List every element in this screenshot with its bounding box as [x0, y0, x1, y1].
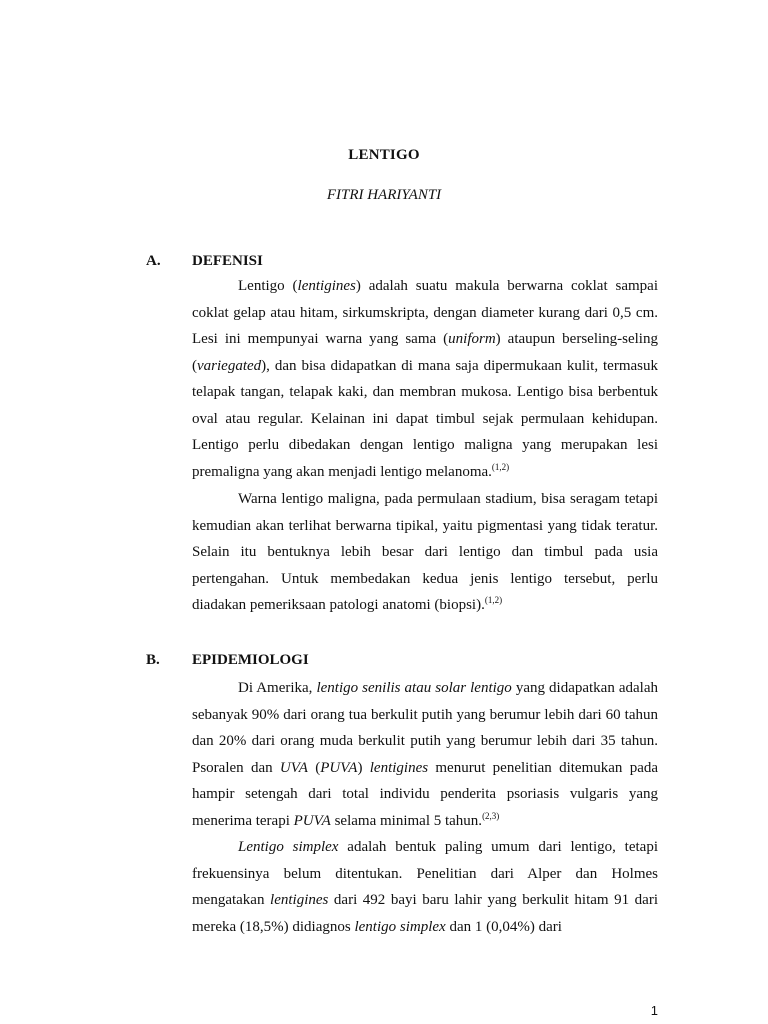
section-letter: B. [146, 652, 160, 668]
section-letter: A. [146, 253, 161, 269]
section-heading-epidemiologi [146, 652, 309, 669]
page-number: 1 [650, 1003, 658, 1018]
section-title: EPIDEMIOLOGI [192, 652, 309, 668]
citation-ref: (1,2) [491, 461, 510, 472]
citation-ref: (1,2) [484, 595, 503, 605]
section-heading-defenisi [146, 253, 263, 270]
citation-ref: (2,3) [482, 810, 500, 821]
paragraph-defenisi-1: Lentigo (lentigines) adalah suatu makula berwarna coklat sampai coklat gelap atau hitam, sirkumskripta, dengan diameter kurang dari 0,5 cm. Lesi ini mempunyai warna yang sama (uniform) ataupun berseling-seling (variegated), dan bisa didapatkan di mana saja dipermukaan kulit, termasuk telapak tangan, telapak kaki, dan membran mukosa. Lentigo bisa berbentuk oval atau regular. Kelainan ini dapat timbul sejak permulaan kehidupan. Lentigo perlu dibedakan dengan lentigo maligna yang merupakan lesi premaligna yang akan menjadi lentigo melanoma.$^{(1,2)}$ [192, 278, 658, 480]
section-title: DEFENISI [192, 253, 263, 269]
paragraph-epidemiologi-1: Di Amerika, lentigo senilis atau solar lentigo yang didapatkan adalah sebanyak 90% dari orang tua berkulit putih yang berumur lebih dari 60 tahun dan 20% dari orang muda berkulit putih yang berumur lebih dari 35 tahun. Psoralen dan UVA (PUVA) lentigines menurut penelitian ditemukan pada hampir setengah dari total individu penderita psoriasis vulgaris yang menerima terapi PUVA selama minimal 5 tahun.$^{(2,3)}$ [192, 680, 659, 829]
paragraph-defenisi-2: Warna lentigo maligna, pada permulaan stadium, bisa seragam tetapi kemudian akan terlihat berwarna tipikal, yaitu pigmentasi yang tidak teratur. Selain itu bentuknya lebih besar dari lentigo dan timbul pada usia pertengahan. Untuk membedakan kedua jenis lentigo tersebut, perlu diadakan pemeriksaan patologi anatomi (biopsi).$^{(1,2)}$ [192, 491, 658, 613]
document-title: LENTIGO [348, 147, 420, 163]
document-author: FITRI HARIYANTI [326, 187, 442, 203]
paragraph-epidemiologi-2: Lentigo simplex adalah bentuk paling umum dari lentigo, tetapi frekuensinya belum ditentukan. Penelitian dari Alper dan Holmes mengatakan lentigines dari 492 bayi baru lahir yang berkulit hitam 91 dari mereka (18,5%) didiagnos lentigo simplex dan 1 (0,04%) dari [192, 839, 658, 935]
